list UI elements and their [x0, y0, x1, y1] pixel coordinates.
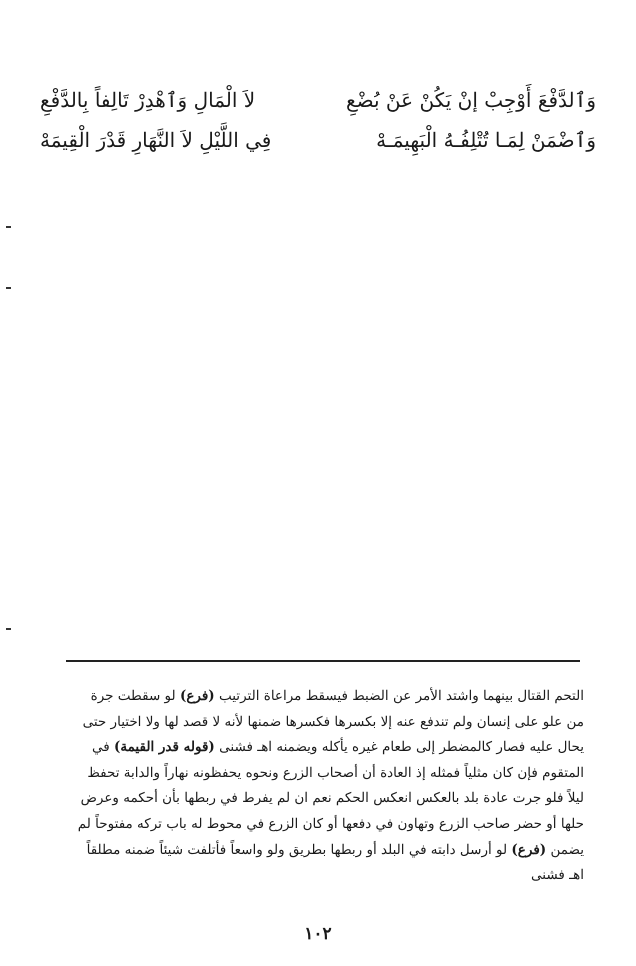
margin-mark — [6, 628, 11, 630]
footnote-line: المتقوم فإن كان مثلياً فمثله إذ العادة أن أصحاب الزرع ونحوه يحفظونه نهاراً والدابة تحفظ — [87, 764, 584, 781]
verse-hemistich-first: وَٱضْمَنْ لِمَـا تُتْلِفُـهُ الْبَهِيمَـهْ — [376, 128, 596, 152]
verse-line — [40, 88, 596, 124]
margin-mark — [6, 226, 11, 228]
footnote-line: يحال عليه فصار كالمضطر إلى طعام غيره يأكله ويضمنه اهـ فشنى (قوله قدر القيمة) في — [92, 739, 584, 756]
footnote-line: اهـ فشنى — [531, 867, 584, 884]
footnote-line: ليلاً فلو جرت عادة بلد بالعكس انعكس الحكم نعم ان لم يفرط في ربطها بأن أحكمه وعرض — [80, 790, 584, 807]
footnote-separator-rule — [66, 660, 580, 662]
footnote-block — [62, 684, 584, 889]
margin-mark — [6, 287, 11, 289]
page-number: ١٠٢ — [304, 924, 332, 944]
verse-block — [40, 88, 596, 168]
verse-line — [40, 128, 596, 164]
footnote-line: من علو على إنسان ولم تندفع عنه إلا بكسرها فكسرها ضمنها لأنه لا قصد لها ولا اختيار حتى — [82, 713, 584, 730]
verse-hemistich-first: وَٱلدَّفْعَ أَوْجِبْ إنْ يَكُنْ عَنْ بُضْعِ — [346, 88, 596, 112]
footnote-line: يضمن (فرع) لو أرسل دابته في البلد أو ربطها بطريق ولو واسعاً فأتلفت شيئاً ضمنه مطلقاً — [86, 841, 584, 858]
verse-hemistich-second: فِي اللَّيْلِ لاَ النَّهَارِ قَدْرَ الْقِيمَهْ — [40, 128, 272, 152]
footnote-line: التحم القتال بينهما واشتد الأمر عن الضبط فيسقط مراعاة الترتيب (فرع) لو سقطت جرة — [90, 688, 584, 704]
footnote-line: حلها أو حضر صاحب الزرع وتهاون في دفعها أو كان الزرع في محوط له باب تركه مفتوحاً لم — [77, 815, 584, 832]
verse-hemistich-second: لاَ الْمَالِ وَٱهْدِرْ تَالِفاً بِالدَّفْعِ — [40, 88, 256, 112]
